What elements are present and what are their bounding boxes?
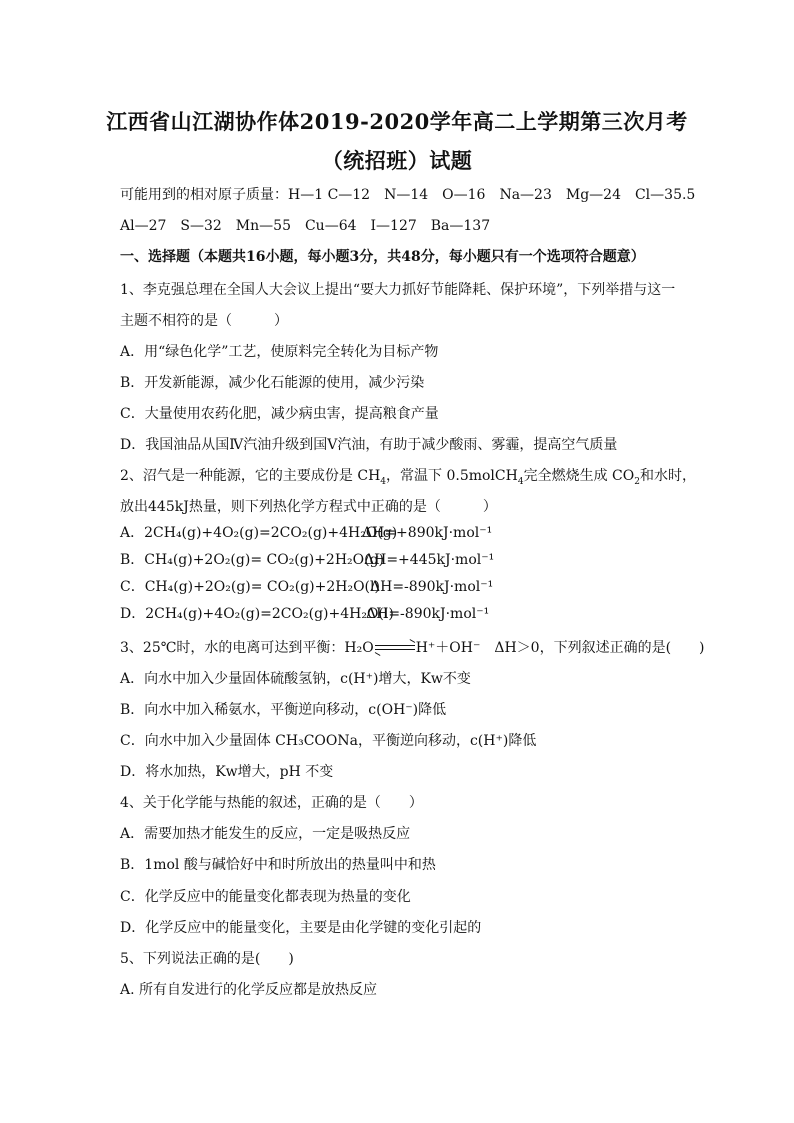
q2-option-c bbox=[120, 578, 494, 596]
q3-option-a: A．向水中加入少量固体硫酸氢钠，c(H⁺)增大，Kw不变 bbox=[120, 671, 471, 687]
q2-option-b-equation: B．CH₄(g)+2O₂(g)= CO₂(g)+2H₂O(g) bbox=[120, 552, 385, 568]
q4-option-d: D．化学反应中的能量变化，主要是由化学键的变化引起的 bbox=[120, 920, 482, 936]
atomic-masses-line1: 可能用到的相对原子质量：H—1 C—12 N—14 O—16 Na—23 Mg—24 Cl—35.5 bbox=[120, 187, 696, 203]
q2-option-d-equation: D．2CH₄(g)+4O₂(g)=2CO₂(g)+4H₂O(l) bbox=[120, 606, 394, 622]
q2-sub-4a: 4 bbox=[380, 476, 387, 487]
q3-stem-part-a: 3、25℃时，水的电离可达到平衡：H₂O bbox=[120, 640, 374, 656]
q3-option-c: C．向水中加入少量固体 CH₃COONa，平衡逆向移动，c(H⁺)降低 bbox=[120, 733, 537, 749]
q4-option-a: A．需要加热才能发生的反应，一定是吸热反应 bbox=[120, 826, 411, 842]
q2-option-b-dh: ΔH=+445kJ·mol⁻¹ bbox=[364, 552, 495, 568]
q2-option-b bbox=[120, 551, 495, 569]
section-heading: 一、选择题（本题共16小题，每小题3分，共48分，每小题只有一个选项符合题意） bbox=[120, 249, 645, 265]
q2-stem-part-a: 2、沼气是一种能源，它的主要成份是 CH bbox=[120, 468, 381, 484]
q2-option-a bbox=[120, 524, 493, 542]
q1-stem-line2: 主题不相符的是（ ） bbox=[120, 313, 288, 329]
equilibrium-arrow-icon bbox=[375, 643, 415, 653]
atomic-masses-line2: Al—27 S—32 Mn—55 Cu—64 I—127 Ba—137 bbox=[120, 218, 491, 234]
q5-stem: 5、下列说法正确的是( ) bbox=[120, 951, 294, 967]
q1-option-d: D．我国油品从国Ⅳ汽油升级到国Ⅴ汽油，有助于减少酸雨、雾霾，提高空气质量 bbox=[120, 437, 618, 453]
q2-option-d bbox=[120, 605, 490, 623]
q4-stem: 4、关于化学能与热能的叙述，正确的是（ ） bbox=[120, 795, 423, 811]
q2-stem-line1 bbox=[120, 467, 696, 485]
q4-option-c: C．化学反应中的能量变化都表现为热量的变化 bbox=[120, 889, 411, 905]
q3-stem bbox=[120, 639, 705, 657]
q2-stem-part-c: 完全燃烧生成 CO bbox=[523, 468, 635, 484]
q2-sub-4b: 4 bbox=[517, 476, 524, 487]
q3-option-d: D．将水加热，Kw增大，pH 不变 bbox=[120, 764, 334, 780]
q2-stem-part-d: 和水时， bbox=[639, 468, 696, 484]
q2-option-a-equation: A．2CH₄(g)+4O₂(g)=2CO₂(g)+4H₂O(g) bbox=[120, 525, 398, 541]
q1-option-c: C．大量使用农药化肥，减少病虫害，提高粮食产量 bbox=[120, 406, 439, 422]
q1-stem-line1: 1、李克强总理在全国人大会议上提出“要大力抓好节能降耗、保护环境”，下列举措与这一 bbox=[120, 282, 676, 298]
q2-option-c-equation: C．CH₄(g)+2O₂(g)= CO₂(g)+2H₂O(l) bbox=[120, 579, 380, 595]
document-title-line2: （统招班）试题 bbox=[321, 148, 473, 173]
q4-option-b: B．1mol 酸与碱恰好中和时所放出的热量叫中和热 bbox=[120, 857, 436, 873]
q2-stem-line2: 放出445kJ热量，则下列热化学方程式中正确的是（ ） bbox=[120, 499, 497, 515]
q2-option-a-dh: ΔH=+890kJ·mol⁻¹ bbox=[362, 525, 493, 541]
q2-sub-2: 2 bbox=[634, 476, 640, 487]
q5-option-a: A. 所有自发进行的化学反应都是放热反应 bbox=[120, 982, 378, 998]
q2-option-c-dh: ΔH=-890kJ·mol⁻¹ bbox=[370, 579, 494, 595]
q1-option-b: B．开发新能源，减少化石能源的使用，减少污染 bbox=[120, 375, 425, 391]
document-title-line1: 江西省山江湖协作体2019-2020学年高二上学期第三次月考 bbox=[106, 109, 688, 134]
q3-option-b: B．向水中加入稀氨水，平衡逆向移动，c(OH⁻)降低 bbox=[120, 702, 447, 718]
q3-stem-part-b: H⁺＋OH⁻ ΔH＞0，下列叙述正确的是( ) bbox=[415, 640, 705, 656]
q1-option-a: A．用“绿色化学”工艺，使原料完全转化为目标产物 bbox=[120, 344, 439, 360]
q2-stem-part-b: ，常温下 0.5molCH bbox=[386, 468, 518, 484]
q2-option-d-dh: ΔH=-890kJ·mol⁻¹ bbox=[366, 606, 490, 622]
